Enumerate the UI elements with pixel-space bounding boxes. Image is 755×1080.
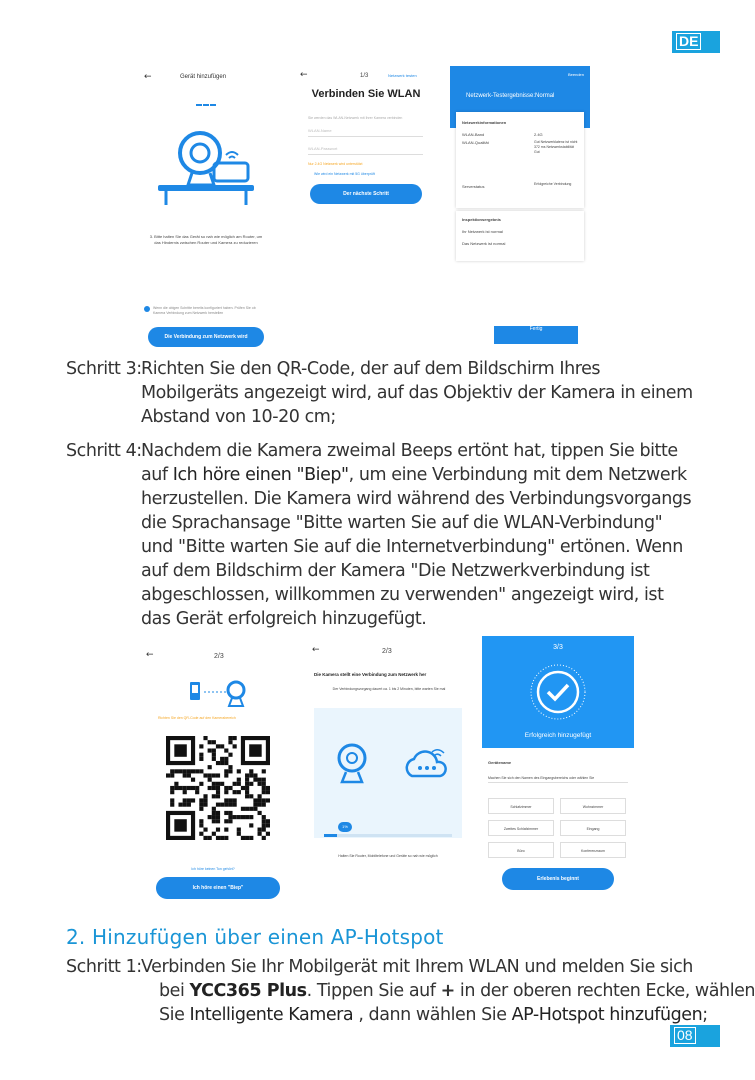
app-name: YCC365 Plus — [189, 981, 307, 1001]
screen-network-test-result — [450, 66, 590, 351]
camera-icon — [332, 742, 372, 786]
inspection-title: Inspektionsergebnis — [462, 217, 501, 222]
progress-bubble: 1% — [338, 822, 352, 832]
step-counter: 3/3 — [553, 644, 563, 651]
text-segment: , um eine Verbindung mit dem Netzwerk — [348, 465, 687, 485]
ssid-field[interactable]: WLAN-Name — [308, 128, 423, 137]
inspection-card — [456, 211, 584, 261]
wlan-hint: Sie werden das WLAN-Netzwerk mit Ihrer Kamera verbinden — [308, 116, 403, 120]
room-option[interactable]: Schlafzimmer — [488, 798, 554, 814]
step-3-line-2: Mobilgeräts angezeigt wird, auf das Objektiv der Kamera in einem — [141, 383, 693, 403]
back-arrow-icon[interactable]: ← — [300, 70, 308, 80]
network-test-link[interactable]: Netzwerk testen — [388, 73, 417, 78]
back-arrow-icon[interactable]: ← — [146, 650, 154, 660]
frequency-warning: Nur 2.4G Netzwerk wird unterstützt — [308, 162, 363, 166]
step-4-line-7: abgeschlossen, willkommen zu verwenden" angezeigt wird, ist — [141, 585, 664, 605]
device-name-input[interactable]: Machen Sie sich den Namen des Eingangsbereichs oder wählen Sie — [488, 776, 628, 783]
band-label: WLAN-Band — [462, 132, 485, 137]
proximity-note: Halten Sie Router, Mobiltelefone und Geräte so nah wie möglich — [338, 854, 438, 858]
step-counter: 2/3 — [214, 653, 224, 660]
page-number-badge: 08 — [670, 1025, 720, 1047]
progress-fill — [324, 834, 337, 837]
confirm-text: Wenn die obigen Schritte bereits konfiguriert haben. Prüfen Sie ob Kamera Verbindung zum Netzwerk herstellen — [153, 306, 256, 315]
step-4-line-1: Nachdem die Kamera zweimal Beeps ertönt hat, tippen Sie bitte — [141, 441, 678, 461]
step-3-line-3: Abstand von 10-20 cm; — [141, 407, 336, 427]
room-option[interactable]: Wohnzimmer — [560, 798, 626, 814]
success-text: Erfolgreich hinzugefügt — [524, 732, 592, 739]
step-4-line-4: die Sprachansage "Bitte warten Sie auf die WLAN-Verbindung" — [141, 513, 663, 533]
highlight-biep: Ich höre einen "Biep" — [172, 465, 349, 485]
step-3-label: Schritt 3: — [66, 359, 142, 379]
step-4 — [66, 439, 692, 631]
connecting-illustration — [314, 708, 462, 838]
cloud-icon — [402, 746, 450, 782]
text-segment: ; — [702, 1005, 708, 1025]
align-warning: Richten Sie den QR-Code auf den Kamerabereich — [158, 716, 236, 720]
success-check-icon — [528, 662, 588, 722]
text-segment: . Tippen Sie auf — [306, 981, 441, 1001]
section-heading: 2. Hinzufügen über einen AP-Hotspot — [66, 925, 444, 949]
room-option[interactable]: Büro — [488, 842, 554, 858]
device-name-label: Gerätename — [488, 760, 512, 765]
screen-add-success — [482, 636, 634, 898]
server-value: Erfolgreiche Verbindung — [534, 182, 572, 186]
screen-connecting — [306, 640, 462, 878]
screen-title: Gerät hinzufügen — [180, 74, 227, 80]
inspection-item-1: Ihr Netzwerk ist normal — [462, 229, 503, 234]
instruction-note: 3. Bitte halten Sie das Gerät so nah wie möglich am Router, um das Hindernis zwischen Router und Kamera zu reduzieren — [149, 234, 263, 245]
text-segment: bei — [159, 981, 190, 1001]
step-4-line-2 — [141, 463, 687, 487]
language-badge: DE — [672, 31, 720, 53]
screen-add-device — [138, 66, 273, 351]
screen-qr-code — [138, 640, 288, 908]
back-arrow-icon[interactable]: ← — [312, 645, 320, 655]
highlight-smart-camera: Intelligente Kamera — [189, 1005, 354, 1025]
back-arrow-icon[interactable]: ← — [144, 72, 152, 82]
password-field[interactable]: WLAN-Passwort — [308, 146, 423, 155]
step-4-line-8: das Gerät erfolgreich hinzugefügt. — [141, 609, 427, 629]
success-header — [482, 636, 634, 748]
band-value: 2.4G — [534, 132, 543, 137]
qr-code-icon — [166, 736, 270, 840]
next-step-button[interactable]: Der nächste Schritt — [310, 184, 422, 204]
step-1-line-2 — [141, 979, 755, 1003]
step-counter: 1/3 — [360, 73, 369, 79]
step-3-line-1: Richten Sie den QR-Code, der auf dem Bildschirm Ihres — [141, 359, 601, 379]
network-info-card — [456, 112, 584, 208]
step-4-line-6: auf dem Bildschirm der Kamera "Die Netzwerkverbindung ist — [141, 561, 650, 581]
text-segment: Sie — [159, 1005, 190, 1025]
start-experience-button[interactable]: Erlebenis beginnt — [502, 868, 614, 890]
text-segment: , dann wählen Sie — [353, 1005, 512, 1025]
no-sound-link[interactable]: Ich höre keinen Ton gehört? — [191, 867, 235, 871]
info-section-title: Netzwerkinformationen — [462, 120, 507, 125]
step-1-line-1: Verbinden Sie Ihr Mobilgerät mit Ihrem WLAN und melden Sie sich — [141, 957, 693, 977]
camera-router-illustration-icon — [152, 121, 262, 216]
server-label: Serverstatus — [462, 184, 485, 189]
step-4-line-3: herzustellen. Die Kamera wird während des Verbindungsvorgangs — [141, 489, 692, 509]
result-title: Netzwerk-Testergebnisse:Normal — [466, 93, 555, 99]
5g-check-link[interactable]: Wie wird ein Netzwerk mit 5G überprüft — [314, 172, 375, 176]
room-option[interactable]: Eingang — [560, 820, 626, 836]
screen-connect-wlan — [296, 66, 436, 351]
step-4-label: Schritt 4: — [66, 441, 142, 461]
confirm-checkbox[interactable] — [144, 306, 150, 312]
room-option[interactable]: Konferenzraum — [560, 842, 626, 858]
highlight-ap-hotspot: AP-Hotspot hinzufügen — [511, 1005, 703, 1025]
phone-camera-illustration-icon — [188, 678, 248, 710]
connecting-title: Die Kamera stellt eine Verbindung zum Netzwerk her — [314, 672, 427, 677]
exit-link[interactable]: Beenden — [567, 72, 584, 77]
hear-beep-button[interactable]: Ich höre einen "Biep" — [156, 877, 280, 899]
inspection-item-2: Das Netzwerk ist normal — [462, 241, 506, 246]
text-segment: auf — [141, 465, 173, 485]
done-button[interactable]: Fertig — [494, 326, 578, 344]
step-1-line-3 — [141, 1003, 708, 1027]
step-counter: 2/3 — [382, 648, 392, 655]
progress-track — [324, 834, 452, 837]
step-1-label: Schritt 1: — [66, 957, 142, 977]
text-segment: in der oberen rechten Ecke, wählen — [454, 981, 755, 1001]
network-connect-button[interactable]: Die Verbindung zum Netzwerk wird — [148, 327, 264, 347]
progress-dashes — [196, 104, 216, 106]
connecting-subtitle: Der Verbindungsvorgang dauert ca. 1 bis 2 Minuten, bitte warten Sie mal — [332, 687, 446, 691]
screen-title: Verbinden Sie WLAN — [311, 88, 421, 100]
room-option[interactable]: Zweites Schlafzimmer — [488, 820, 554, 836]
quality-label: WLAN-Qualität — [462, 140, 489, 145]
quality-value: Gut Netzwerklatenz ist nicht 372 ms Netzwerkstabilität Gut — [534, 140, 578, 154]
plus-icon: + — [440, 981, 455, 1001]
step-3 — [66, 357, 693, 429]
step-1 — [66, 955, 755, 1027]
step-4-line-5: und "Bitte warten Sie auf die Internetverbindung" ertönen. Wenn — [141, 537, 683, 557]
